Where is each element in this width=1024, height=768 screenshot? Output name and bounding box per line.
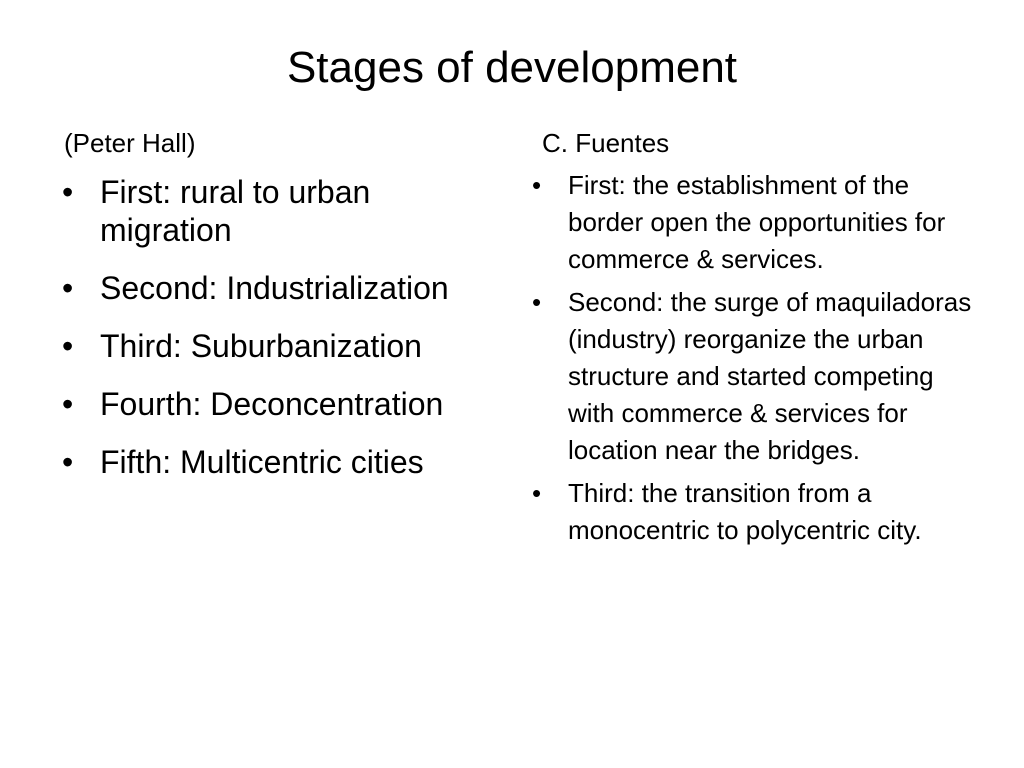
slide-title: Stages of development: [286, 43, 738, 92]
right-column-heading: C. Fuentes: [542, 128, 670, 158]
bullet-icon: •: [532, 478, 542, 508]
bullet-icon: •: [62, 270, 74, 306]
list-item: [60, 385, 480, 423]
list-item-text: First: the establishment of the border open the opportunities for commerce & services.: [568, 170, 946, 274]
list-item: [530, 284, 980, 469]
list-item-text: First: rural to urban migration: [100, 174, 371, 248]
bullet-icon: •: [62, 328, 74, 364]
list-item: [60, 173, 480, 249]
list-item-text: Fourth: Deconcentration: [100, 386, 444, 422]
right-column: [530, 125, 980, 555]
list-item-text: Third: the transition from a monocentric to polycentric city.: [568, 478, 922, 545]
left-column: [60, 125, 480, 501]
left-column-heading: (Peter Hall): [64, 128, 196, 158]
list-item-text: Second: the surge of maquiladoras (industry) reorganize the urban structure and started competing with commerce & services for location near the bridges.: [568, 287, 972, 465]
list-item: [60, 327, 480, 365]
list-item: [530, 167, 980, 278]
bullet-icon: •: [62, 174, 74, 210]
bullet-icon: •: [532, 170, 542, 200]
bullet-icon: •: [62, 444, 74, 480]
bullet-icon: •: [532, 287, 542, 317]
list-item-text: Third: Suburbanization: [100, 328, 422, 364]
right-bullet-list: [530, 167, 980, 549]
left-bullet-list: [60, 173, 480, 481]
list-item: [60, 269, 480, 307]
list-item: [530, 475, 980, 549]
list-item: [60, 443, 480, 481]
bullet-icon: •: [62, 386, 74, 422]
list-item-text: Second: Industrialization: [100, 270, 449, 306]
list-item-text: Fifth: Multicentric cities: [100, 444, 424, 480]
